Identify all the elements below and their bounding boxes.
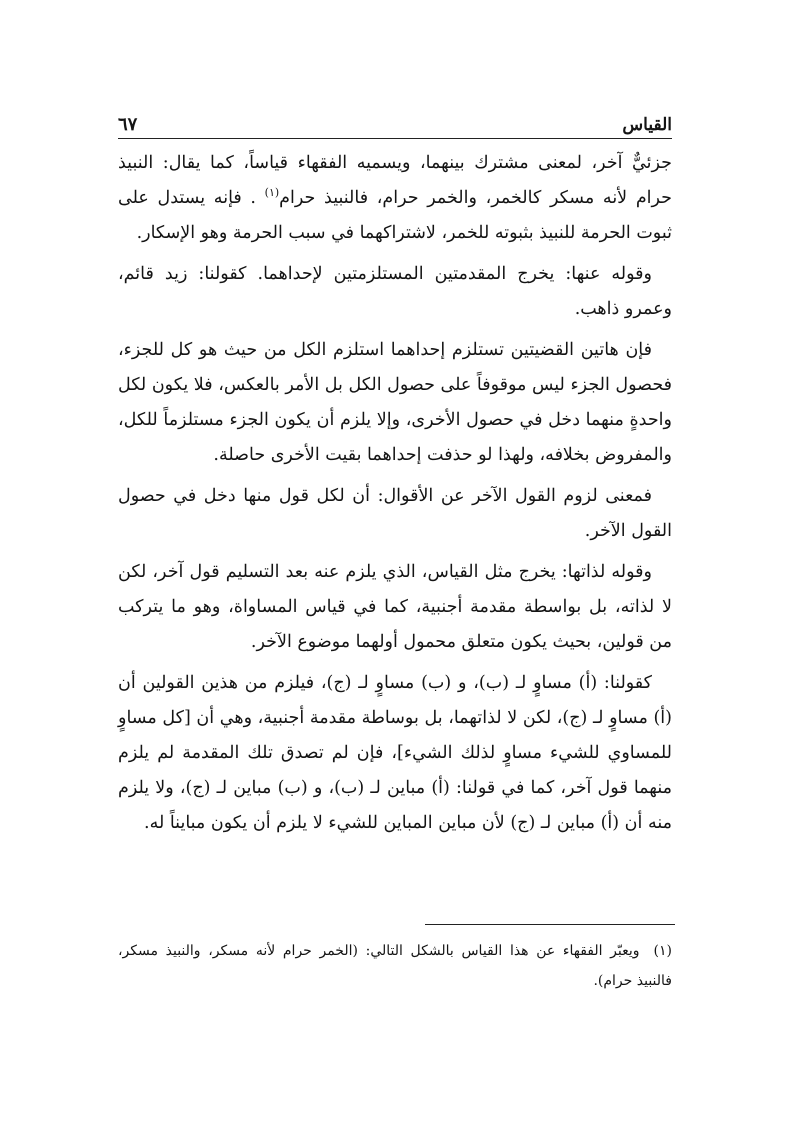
paragraph-2: وقوله عنها: يخرج المقدمتين المستلزمتين لإحداهما. كقولنا: زيد قائم، وعمرو ذاهب.	[118, 264, 672, 319]
paragraph-5: وقوله لذاتها: يخرج مثل القياس، الذي يلزم عنه بعد التسليم قول آخر، لكن لا لذاته، بل بواسطة مقدمة أجنبية، كما في قياس المساواة، وهو ما يتركب من قولين، بحيث يكون متعلق محمول أولهما موضوع الآخر.	[118, 562, 672, 652]
paragraph-4: فمعنى لزوم القول الآخر عن الأقوال: أن لكل قول منها دخل في حصول القول الآخر.	[118, 486, 672, 541]
paragraph-1-tail: . فإنه يستدل على ثبوت الحرمة للنبيذ بثبوته للخمر، لاشتراكهما في سبب الحرمة وهو الإسكار.	[118, 188, 672, 243]
footnote-text: ويعبّر الفقهاء عن هذا القياس بالشكل التالي: (الخمر حرام لأنه مسكر، والنبيذ مسكر، فالنبيذ حرام).	[118, 943, 672, 989]
running-header	[118, 104, 672, 139]
footnote	[118, 936, 672, 996]
paragraph-3: فإن هاتين القضيتين تستلزم إحداهما استلزم الكل من حيث هو كل للجزء، فحصول الجزء ليس موقوفاً على حصول الكل بل الأمر بالعكس، فلا يكون لكل واحدةٍ منهما دخل في حصول الأخرى، وإلا يلزم أن يكون الجزء مستلزماً للكل، والمفروض بخلافه، ولهذا لو حذفت إحداهما بقيت الأخرى حاصلة.	[118, 340, 672, 465]
paragraph-1	[118, 146, 672, 251]
page-number: ٦٧	[118, 114, 138, 135]
paragraph-6: كقولنا: (أ) مساوٍ لـ (ب)، و (ب) مساوٍ لـ (ج)، فيلزم من هذين القولين أن (أ) مساوٍ لـ (ج)، لكن لا لذاتهما، بل بوساطة مقدمة أجنبية، وهي أن [كل مساوٍ للمساوي للشيء مساوٍ لذلك الشيء]، فإن لم تصدق تلك المقدمة لم يلزم منهما قول آخر، كما في قولنا: (أ) مباين لـ (ب)، و (ب) مباين لـ (ج)، ولا يلزم منه أن (أ) مباين لـ (ج) لأن مباين المباين للشيء لا يلزم أن يكون مبايناً له.	[118, 673, 672, 833]
main-text	[118, 146, 672, 847]
paragraph-1-text: جزئيٌّ آخر، لمعنى مشترك بينهما، ويسميه الفقهاء قياساً، كما يقال: النبيذ حرام لأنه مسكر كالخمر، والخمر حرام، فالنبيذ حرام	[118, 153, 673, 208]
footnote-marker: (١)	[653, 943, 672, 959]
footnote-divider	[425, 924, 675, 925]
footnote-reference[interactable]: (١)	[264, 186, 280, 200]
chapter-title: القياس	[622, 115, 672, 135]
